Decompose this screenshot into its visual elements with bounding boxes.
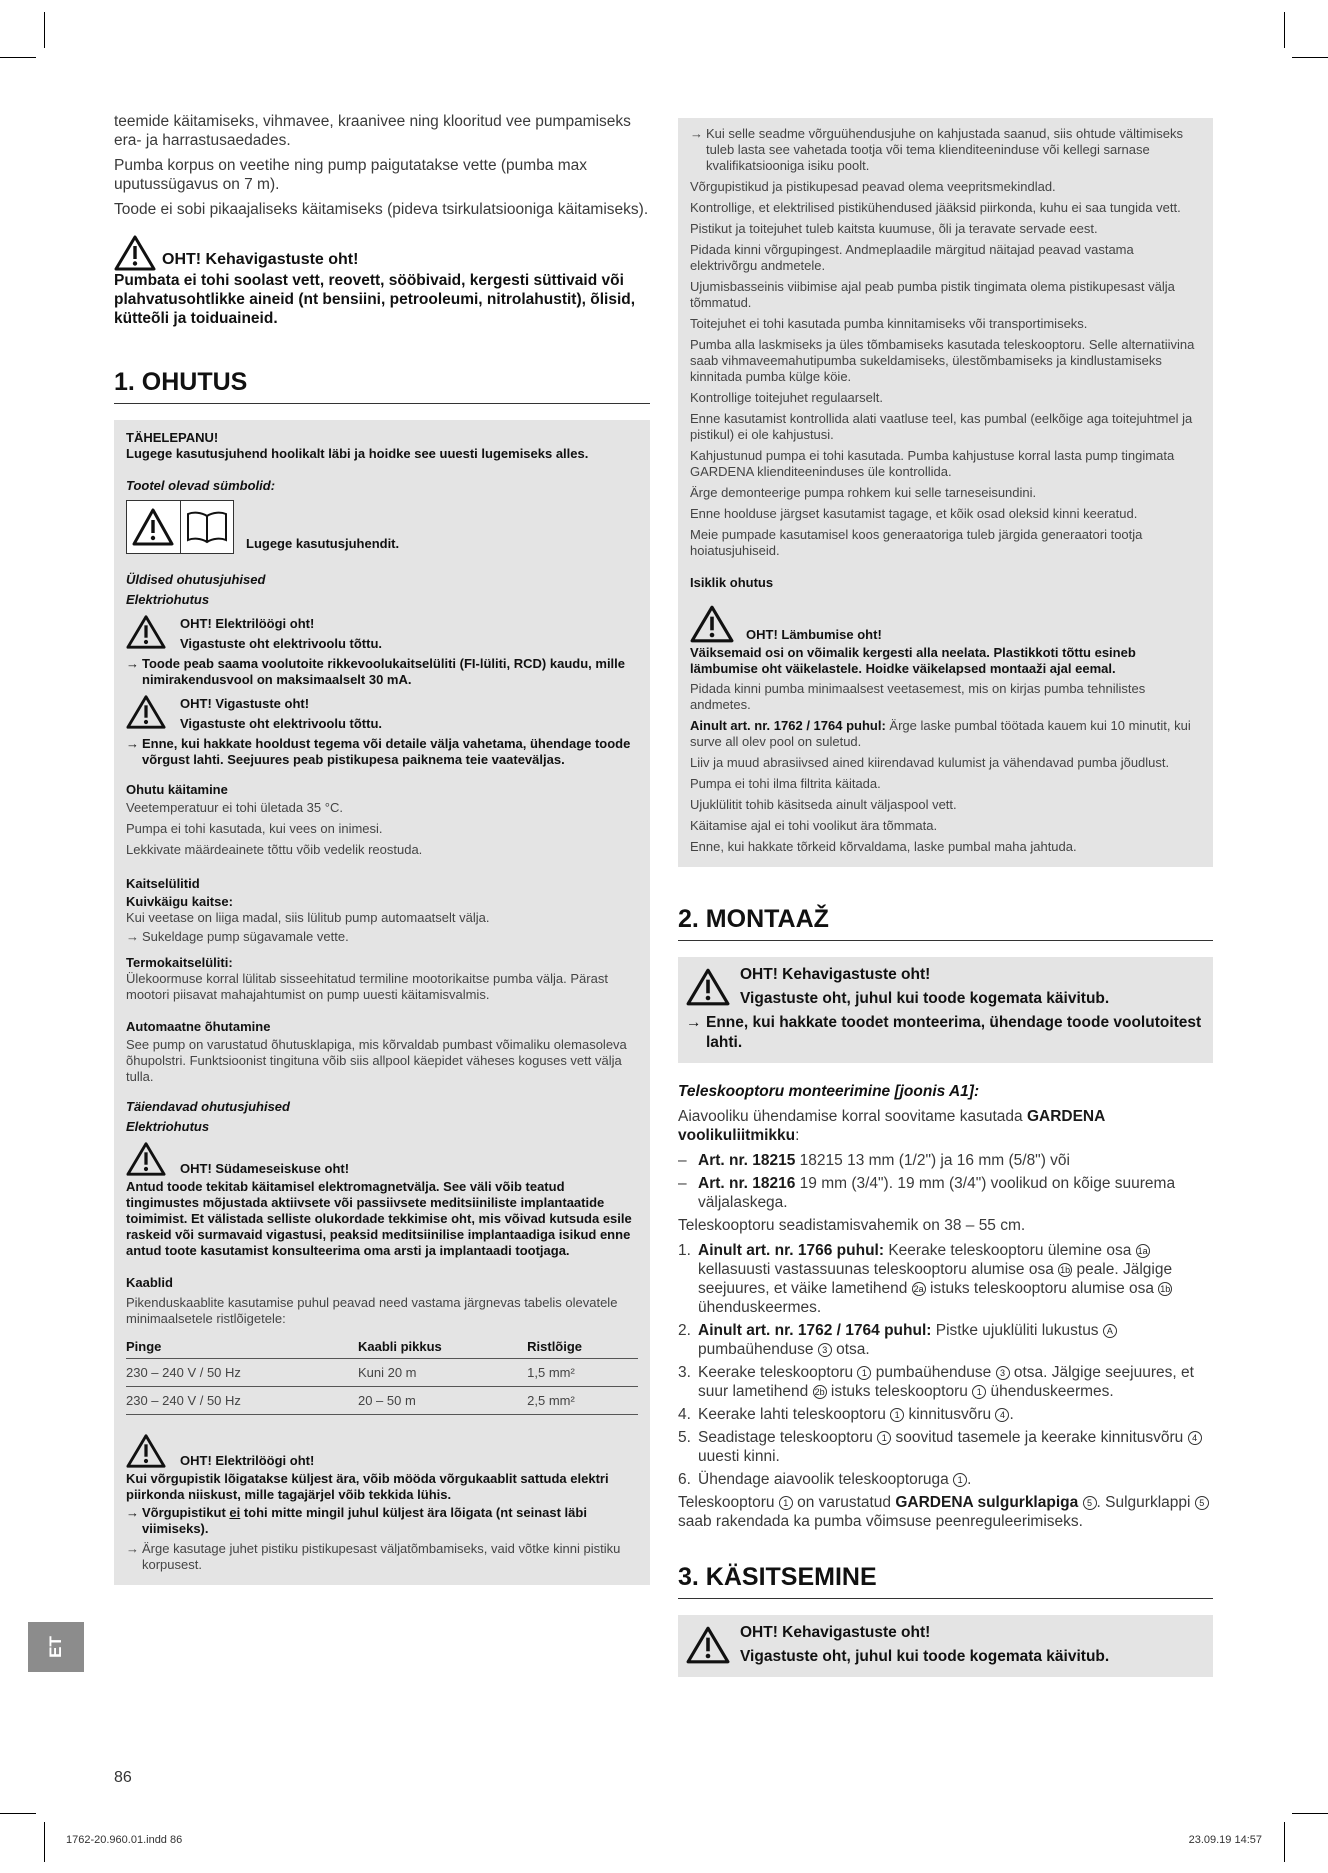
choke-title: OHT! Lämbumise oht! <box>746 627 882 642</box>
part-marker: 1 <box>779 1496 793 1510</box>
injury-instruction: → Enne, kui hakkate hooldust tegema või detaile välja vahetama, ühendage toode võrgust lahti. Seejuures peab pistikupesa paiknema teie vaateväljas. <box>126 736 631 767</box>
shock-instruction: → Toode peab saama voolutoite rikkevoolukaitselüliti (FI-lüliti, RCD) kaudu, mille nimirakendusvool on maksimaalselt 30 mA. <box>126 656 626 687</box>
safety-item: Kahjustunud pumpa ei tohi kasutada. Pumba kahjustuse korral lasta pump tingimata GARDENA klienditeeninduses üle kontrollida. <box>690 448 1175 479</box>
shock-sub: Vigastuste oht elektrivoolu tõttu. <box>180 636 383 651</box>
telescopic-title: Teleskooptoru monteerimine [joonis A1]: <box>678 1083 980 1100</box>
part-marker: 1 <box>877 1431 891 1445</box>
arrow-right-icon: → <box>690 126 703 141</box>
personal-safety-title: Isiklik ohutus <box>690 575 774 590</box>
montage-warning <box>686 965 1203 1009</box>
table-cell: Kuni 20 m <box>358 1359 527 1387</box>
part-marker: 5 <box>1195 1496 1209 1510</box>
safe-op-item: Veetemperatuur ei tohi ületada 35 °C. <box>126 800 343 815</box>
warning-title: OHT! Kehavigastuste oht! <box>162 251 359 268</box>
cables-text: Pikenduskaablite kasutamise puhul peavad need vastama järgnevas tabelis olevatele minimaalsetele ristlõigetele: <box>126 1295 618 1326</box>
symbols-caption: Lugege kasutusjuhendit. <box>246 536 400 551</box>
safety-item: Meie pumpade kasutamisel koos generaatoriga tuleb järgida generaatori tootja hoiatusjuhiseid. <box>690 527 1143 558</box>
table-cell: 1,5 mm² <box>527 1359 638 1387</box>
part-marker: 3 <box>818 1343 832 1357</box>
step-item: 5. Seadistage teleskooptoru 1 soovitud tasemele ja keerake kinnitusvõru 4 uuesti kinni. <box>678 1428 1213 1466</box>
table-header: Kaabli pikkus <box>358 1335 527 1359</box>
attention-body: Lugege kasutusjuhend hoolikalt läbi ja hoidke see uuesti lugemiseks alles. <box>126 446 589 461</box>
list-item: – Art. nr. 18216 19 mm (3/4"). 19 mm (3/4") voolikud on kõige suurema väljalaskega. <box>678 1175 1176 1211</box>
step-item: 4. Keerake lahti teleskooptoru 1 kinnitusvõru 4 . <box>678 1406 1014 1423</box>
warning-triangle-icon <box>114 235 156 271</box>
left-column <box>114 112 650 1585</box>
cable-replacement-instruction: → Kui selle seadme võrguühendusjuhe on kahjustada saanud, siis ohtude vältimiseks tuleb lasta see vahetada tootja või tema klienditeeninduse või kellegi sarnase kvalifikatsiooniga isiku poolt. <box>690 126 1183 173</box>
part-marker: 1b <box>1160 1284 1171 1294</box>
print-timestamp: 23.09.19 14:57 <box>1188 1834 1262 1846</box>
table-header-row <box>126 1335 638 1359</box>
intro-paragraph: teemide käitamiseks, vihmavee, kraanivee ning klooritud vee pumpamiseks era- ja harrastusaedades. <box>114 113 631 149</box>
table-header: Ristlõige <box>527 1335 638 1359</box>
part-marker: 1b <box>1060 1265 1071 1275</box>
warning-triangle-icon <box>126 614 166 650</box>
table-row <box>126 1359 638 1387</box>
shock2-instruction: → Võrgupistikut ei tohi mitte mingil juhul küljest ära lõigata (nt seinast läbi viimiseks). <box>126 1505 587 1536</box>
safety-item: Kontrollige toitejuhet regulaarselt. <box>690 390 883 405</box>
dry-run-text: Kui veetase on liiga madal, siis lülitub pump automaatselt välja. <box>126 910 490 925</box>
step-item: 2. Ainult art. nr. 1762 / 1764 puhul: Pistke ujuklüliti lukustus A pumbaühenduse 3 otsa. <box>678 1321 1213 1359</box>
pump-note: Liiv ja muud abrasiivsed ained kiirendavad kulumist ja vähendavad pumba jõudlust. <box>690 755 1170 770</box>
assembly-steps <box>678 1241 1213 1489</box>
warning-heading <box>114 235 650 271</box>
handling-warning-sub: Vigastuste oht, juhul kui toode kogemata käivitub. <box>740 1648 1110 1665</box>
handling-warning-title: OHT! Kehavigastuste oht! <box>740 1624 931 1641</box>
safety-item: Kontrollige, et elektrilised pistikühendused jääksid piirkonda, kuhu ei saa tungida vett. <box>690 200 1181 215</box>
electric-title: Elektriohutus <box>126 592 210 607</box>
warning-triangle-icon <box>126 694 166 730</box>
pump-note: Pumpa ei tohi ilma filtrita käitada. <box>690 776 881 791</box>
table-cell: 230 – 240 V / 50 Hz <box>126 1387 358 1415</box>
symbols-title: Tootel olevad sümbolid: <box>126 478 276 493</box>
part-marker: 2a <box>913 1284 924 1294</box>
pump-note: Enne, kui hakkate tõrkeid kõrvaldama, laske pumbal maha jahtuda. <box>690 839 1077 854</box>
file-slug: 1762-20.960.01.indd 86 <box>66 1834 183 1846</box>
shock2-title: OHT! Elektrilöögi oht! <box>180 1453 315 1468</box>
warning-triangle-icon <box>690 605 734 643</box>
safety-item: Enne hoolduse järgset kasutamist tagage, et kõik osad oleksid kinni keeratud. <box>690 506 1138 521</box>
arrow-right-icon: → <box>126 929 139 944</box>
extra-title: Täiendavad ohutusjuhised <box>126 1099 290 1114</box>
part-marker: 2b <box>814 1387 825 1397</box>
safe-op-title: Ohutu käitamine <box>126 782 228 797</box>
pump-note: Pidada kinni pumba minimaalsest veetasemest, mis on kirjas pumba tehnilistes andmetes. <box>690 681 1146 712</box>
safety-item: Enne kasutamist kontrollida alati vaatluse teel, kas pumbal (eelkõige aga toitejuhtmel ja pistikul) ei ole kahjustusi. <box>690 411 1193 442</box>
safety-box <box>114 420 650 1585</box>
shock2-instruction: → Ärge kasutage juhet pistiku pistikupesast väljatõmbamiseks, vaid võtke kinni pistiku korpusest. <box>126 1541 621 1572</box>
pump-note: Ujuklülitit tohib käsitseda ainult väljaspool vett. <box>690 797 957 812</box>
crop-mark <box>0 57 36 58</box>
part-marker: 4 <box>1188 1431 1202 1445</box>
montage-warning-sub: Vigastuste oht, juhul kui toode kogemata käivitub. <box>740 990 1110 1007</box>
safety-item: Pidada kinni võrgupingest. Andmeplaadile märgitud näitajad peavad vastama elektrivõrgu andmetele. <box>690 242 1134 273</box>
arrow-right-icon: → <box>126 656 139 671</box>
part-marker: 4 <box>995 1408 1009 1422</box>
table-row <box>126 1387 638 1415</box>
attention-title: TÄHELEPANU! <box>126 430 219 445</box>
crop-mark <box>44 12 45 48</box>
injury-sub: Vigastuste oht elektrivoolu tõttu. <box>180 716 383 731</box>
cables-title: Kaablid <box>126 1275 173 1290</box>
crop-mark <box>1292 1813 1328 1814</box>
pacemaker-body: Antud toode tekitab käitamisel elektromagnetvälja. See väli võib teatud tingimustes mõjustada aktiivsete või passiivsete meditsiiniliste implantaatide toimimist. Et välistada selliste olukordade tekkimise oht, mis võivad kutsuda esile raskeid või surmavaid vigastusi, peaksid meditsiinilise implantaadiga isikud enne antud toote kasutamist konsulteerima oma arsti ja implantaadi tootjaga. <box>126 1179 632 1258</box>
montage-warning-box <box>678 957 1213 1063</box>
language-tab: ET <box>28 1622 84 1672</box>
product-symbols <box>126 500 234 554</box>
safety-item: Toitejuhet ei tohi kasutada pumba kinnitamiseks või transportimiseks. <box>690 316 1088 331</box>
handling-warning <box>686 1623 1203 1667</box>
arrow-right-icon: → <box>126 1505 139 1520</box>
injury-warning <box>126 694 638 732</box>
vent-text: See pump on varustatud õhutusklapiga, mis kõrvaldab pumbast võimaliku olemasoleva õhupolstri. Funktsioonist tingituna võib siis allpool käepidet väheses koguses vett välja tulla. <box>126 1037 627 1084</box>
montage-instruction: → Enne, kui hakkate toodet monteerima, ühendage toode voolutoitest lahti. <box>686 1014 1202 1051</box>
list-item: – Art. nr. 18215 18215 13 mm (1/2") ja 16 mm (5/8") või <box>678 1152 1070 1169</box>
pacemaker-title: OHT! Südameseiskuse oht! <box>180 1161 350 1176</box>
warning-triangle-icon <box>131 507 175 547</box>
warning-triangle-icon <box>686 967 730 1007</box>
safety-box-continued <box>678 118 1213 867</box>
coupling-list <box>678 1151 1213 1212</box>
pacemaker-warning <box>126 1141 638 1177</box>
thermo-text: Ülekoormuse korral lülitab sisseehitatud termiline mootorikaitse pumba välja. Pärast mootori piisavat mahajahtumist on pump uuesti käitamisvalmis. <box>126 971 608 1002</box>
safety-item: Ärge demonteerige pumpa rohkem kui selle tarneseisundini. <box>690 485 1037 500</box>
part-marker: 1 <box>972 1385 986 1399</box>
part-marker: 5 <box>1083 1496 1097 1510</box>
part-marker: 1 <box>857 1366 871 1380</box>
safe-op-item: Lekkivate määrdeainete tõttu võib vedelik reostuda. <box>126 842 423 857</box>
dry-run-instruction: → Sukeldage pump sügavamale vette. <box>126 929 349 944</box>
adjust-range: Teleskooptoru seadistamisvahemik on 38 – 55 cm. <box>678 1217 1026 1234</box>
handling-warning-box <box>678 1615 1213 1677</box>
step-item: 6. Ühendage aiavoolik teleskooptoruga 1 . <box>678 1471 972 1488</box>
safety-item: Pumba alla laskmiseks ja üles tõmbamiseks kasutada teleskooptoru. Selle alternatiivina saab vihmaveemahutipumba sukeldamiseks, ülestõmbamiseks ja kindlustamiseks kinnitada pumba külge köie. <box>690 337 1195 384</box>
warning-body: Pumbata ei tohi soolast vett, reovett, sööbivaid, kergesti süttivaid või plahvatusohtlikke aineid (nt bensiini, petrooleumi, nitrolahustit), õlisid, kütteõli ja toiduaineid. <box>114 272 636 327</box>
arrow-right-icon: → <box>126 736 139 751</box>
intro-paragraph: Pumba korpus on veetihe ning pump paigutatakse vette (pumba max uputussügavus on 7 m). <box>114 157 588 193</box>
safety-item: Ujumisbasseinis viibimise ajal peab pumba pistik tingimata olema pistikupesast välja tõmmatud. <box>690 279 1175 310</box>
shock-warning <box>126 614 638 652</box>
section-title-safety: 1. OHUTUS <box>114 368 650 404</box>
crop-mark <box>1292 57 1328 58</box>
choke-warning <box>690 605 1201 643</box>
safe-op-item: Pumpa ei tohi kasutada, kui vees on inimesi. <box>126 821 383 836</box>
shock2-warning <box>126 1433 638 1469</box>
pump-note: Käitamise ajal ei tohi voolikut ära tõmmata. <box>690 818 938 833</box>
montage-warning-title: OHT! Kehavigastuste oht! <box>740 966 931 983</box>
table-header: Pinge <box>126 1335 358 1359</box>
valve-paragraph: Teleskooptoru 1 on varustatud GARDENA sulgurklapiga 5 . Sulgurklappi 5 saab rakendada ka pumba võimsuse peenreguleerimiseks. <box>678 1493 1213 1531</box>
warning-triangle-icon <box>126 1141 166 1177</box>
symbols-row <box>126 500 638 554</box>
section-title-handling: 3. KÄSITSEMINE <box>678 1563 1213 1599</box>
safety-item: Pistikut ja toitejuhet tuleb kaitsta kuumuse, õli ja teravate servade eest. <box>690 221 1098 236</box>
dry-run-title: Kuivkäigu kaitse: <box>126 894 233 909</box>
injury-title: OHT! Vigastuste oht! <box>180 696 310 711</box>
crop-mark <box>1284 12 1285 48</box>
table-cell: 2,5 mm² <box>527 1387 638 1415</box>
crop-mark <box>0 1813 36 1814</box>
right-column <box>678 118 1213 1677</box>
shock-title: OHT! Elektrilöögi oht! <box>180 616 315 631</box>
pump-note: Ainult art. nr. 1762 / 1764 puhul: Ärge laske pumbal töötada kauem kui 10 minutit, kui surve all olev pool on suletud. <box>690 718 1191 749</box>
shock2-body: Kui võrgupistik lõigatakse küljest ära, võib mööda võrgukaablit sattuda elektri piirkonda niiskust, mille tagajärjel võib tekkida lühis. <box>126 1471 609 1502</box>
table-cell: 20 – 50 m <box>358 1387 527 1415</box>
intro-paragraph: Toode ei sobi pikaajaliseks käitamiseks (pideva tsirkulatsiooniga käitamiseks). <box>114 201 649 218</box>
choke-body: Väiksemaid osi on võimalik kergesti alla neelata. Plastikkoti tõttu esineb lämbumise oht väikelastele. Hoidke väikelapsed montaaži ajal eemal. <box>690 645 1136 676</box>
thermo-title: Termokaitselüliti: <box>126 955 233 970</box>
arrow-right-icon: → <box>126 1541 139 1556</box>
general-title: Üldised ohutusjuhised <box>126 572 266 587</box>
step-item: 1. Ainult art. nr. 1766 puhul: Keerake teleskooptoru ülemine osa 1a kellasuusti vastassuunas teleskooptoru alumise osa 1b peale. Jälgige seejuures, et väike lametihend 2a istuks teleskooptoru alumise osa 1b ühenduskeermes. <box>678 1242 1173 1316</box>
part-marker: 1a <box>1137 1246 1148 1256</box>
table-cell: 230 – 240 V / 50 Hz <box>126 1359 358 1387</box>
vent-title: Automaatne õhutamine <box>126 1019 271 1034</box>
safety-item: Võrgupistikud ja pistikupesad peavad olema veepritsmekindlad. <box>690 179 1056 194</box>
arrow-right-icon: → <box>686 1014 702 1031</box>
part-marker: A <box>1103 1324 1117 1338</box>
cable-table <box>126 1335 638 1415</box>
switches-title: Kaitselülitid <box>126 876 200 891</box>
extra-electric-title: Elektriohutus <box>126 1119 210 1134</box>
crop-mark <box>1284 1822 1285 1862</box>
warning-triangle-icon <box>686 1625 730 1665</box>
page-number: 86 <box>114 1769 132 1786</box>
part-marker: 3 <box>996 1366 1010 1380</box>
crop-mark <box>44 1822 45 1862</box>
open-book-icon <box>185 510 229 544</box>
part-marker: 1 <box>953 1473 967 1487</box>
part-marker: 1 <box>890 1408 904 1422</box>
section-title-montage: 2. MONTAAŽ <box>678 905 1213 941</box>
telescopic-intro: Aiavooliku ühendamise korral soovitame kasutada GARDENA voolikuliitmikku: <box>678 1108 1105 1144</box>
warning-triangle-icon <box>126 1433 166 1469</box>
step-item: 3. Keerake teleskooptoru 1 pumbaühenduse 3 otsa. Jälgige seejuures, et suur lametihend 2b istuks teleskooptoru 1 ühenduskeermes. <box>678 1364 1194 1400</box>
